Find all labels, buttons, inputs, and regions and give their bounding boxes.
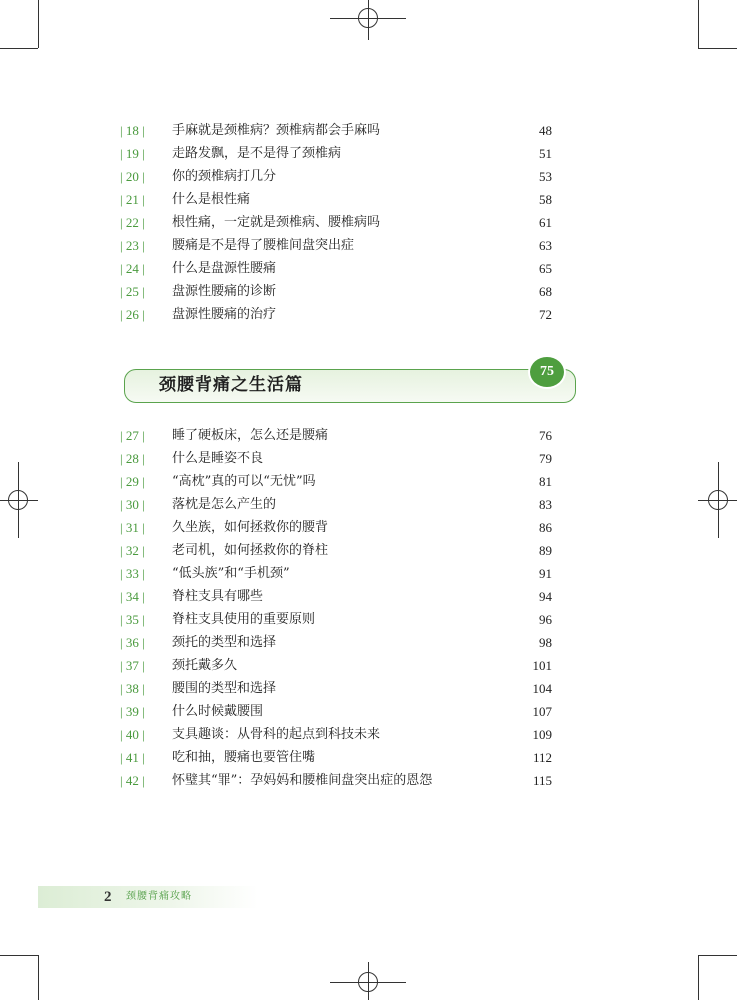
toc-entry-number: | 28 |: [120, 451, 145, 466]
toc-entry-title: 老司机，如何拯救你的脊柱: [172, 543, 329, 558]
toc-entry-page: 63: [539, 238, 552, 253]
toc-entry[interactable]: [120, 424, 552, 447]
toc-entry-number: | 21 |: [120, 192, 145, 207]
toc-entry[interactable]: [120, 447, 552, 470]
toc-entry[interactable]: [120, 142, 552, 165]
toc-entry-title: 什么是根性痛: [172, 192, 251, 207]
toc-entry-page: 48: [539, 123, 552, 138]
toc-entry-number: | 39 |: [120, 704, 145, 719]
toc-entry-title: 走路发飘，是不是得了颈椎病: [172, 146, 342, 161]
toc-entry-page: 72: [539, 307, 552, 322]
toc-entry-page: 115: [532, 773, 552, 788]
toc-entry[interactable]: [120, 769, 552, 792]
footer-book-title: 颈腰背痛攻略: [126, 891, 192, 902]
toc-entry-page: 83: [539, 497, 552, 512]
toc-entry-title: “高枕”真的可以“无忧”吗: [172, 474, 316, 489]
toc-entry[interactable]: [120, 234, 552, 257]
toc-entry-title: 颈托的类型和选择: [172, 635, 277, 650]
toc-entry[interactable]: [120, 493, 552, 516]
toc-entry-title: 你的颈椎病打几分: [172, 169, 277, 184]
toc-entry-page: 76: [539, 428, 552, 443]
toc-entry-number: | 29 |: [120, 474, 145, 489]
toc-entry[interactable]: [120, 631, 552, 654]
toc-entry-page: 104: [532, 681, 552, 696]
toc-entry-page: 112: [532, 750, 552, 765]
toc-entry-title: 落枕是怎么产生的: [172, 497, 277, 512]
toc-entry-number: | 38 |: [120, 681, 145, 696]
toc-entry-number: | 31 |: [120, 520, 145, 535]
footer-page-number: 2: [104, 889, 112, 905]
toc-entry[interactable]: [120, 211, 552, 234]
toc-entry-page: 68: [539, 284, 552, 299]
toc-entry-page: 89: [539, 543, 552, 558]
toc-entry-number: | 19 |: [120, 146, 145, 161]
toc-entry-number: | 18 |: [120, 123, 145, 138]
toc-entry-title: 脊柱支具有哪些: [172, 589, 264, 604]
toc-entry[interactable]: [120, 280, 552, 303]
toc-entry-page: 53: [539, 169, 552, 184]
toc-entry-title: 腰围的类型和选择: [172, 681, 277, 696]
toc-entry-title: 腰痛是不是得了腰椎间盘突出症: [172, 238, 355, 253]
toc-entry[interactable]: [120, 608, 552, 631]
toc-entry-page: 107: [532, 704, 552, 719]
toc-entry-title: 脊柱支具使用的重要原则: [172, 612, 316, 627]
toc-entry-number: | 33 |: [120, 566, 145, 581]
toc-entry[interactable]: [120, 746, 552, 769]
toc-entry-title: 怀璧其“罪”：孕妈妈和腰椎间盘突出症的恩怨: [172, 773, 433, 788]
toc-list-top: [120, 119, 552, 326]
toc-entry-number: | 37 |: [120, 658, 145, 673]
toc-entry-page: 65: [539, 261, 552, 276]
toc-entry-number: | 25 |: [120, 284, 145, 299]
toc-entry[interactable]: [120, 677, 552, 700]
toc-entry-number: | 22 |: [120, 215, 145, 230]
toc-entry-page: 86: [539, 520, 552, 535]
toc-entry-page: 96: [539, 612, 552, 627]
toc-entry-title: 久坐族，如何拯救你的腰背: [172, 520, 329, 535]
toc-entry-title: 睡了硬板床，怎么还是腰痛: [172, 428, 329, 443]
toc-entry-page: 58: [539, 192, 552, 207]
toc-entry-title: 根性痛，一定就是颈椎病、腰椎病吗: [172, 215, 381, 230]
toc-entry[interactable]: [120, 723, 552, 746]
toc-entry[interactable]: [120, 257, 552, 280]
toc-entry-title: 什么时候戴腰围: [172, 704, 264, 719]
toc-entry[interactable]: [120, 165, 552, 188]
section-page-badge: 75: [528, 355, 566, 389]
toc-entry-title: 盘源性腰痛的诊断: [172, 284, 277, 299]
toc-entry[interactable]: [120, 303, 552, 326]
toc-entry[interactable]: [120, 516, 552, 539]
toc-entry[interactable]: [120, 585, 552, 608]
toc-entry-number: | 36 |: [120, 635, 145, 650]
toc-entry-page: 101: [532, 658, 552, 673]
toc-entry-title: 吃和抽，腰痛也要管住嘴: [172, 750, 316, 765]
toc-entry-number: | 30 |: [120, 497, 145, 512]
toc-entry-number: | 24 |: [120, 261, 145, 276]
toc-entry-number: | 23 |: [120, 238, 145, 253]
toc-entry-page: 91: [539, 566, 552, 581]
toc-entry-number: | 40 |: [120, 727, 145, 742]
toc-entry-page: 94: [539, 589, 552, 604]
toc-entry-title: 手麻就是颈椎病？颈椎病都会手麻吗: [172, 123, 381, 138]
toc-entry-number: | 20 |: [120, 169, 145, 184]
toc-entry-page: 61: [539, 215, 552, 230]
toc-entry-page: 81: [539, 474, 552, 489]
toc-entry-number: | 27 |: [120, 428, 145, 443]
toc-entry-page: 79: [539, 451, 552, 466]
toc-entry-page: 109: [532, 727, 552, 742]
toc-entry-number: | 42 |: [120, 773, 145, 788]
toc-entry[interactable]: [120, 700, 552, 723]
toc-entry[interactable]: [120, 188, 552, 211]
toc-entry-number: | 32 |: [120, 543, 145, 558]
toc-entry-number: | 26 |: [120, 307, 145, 322]
toc-entry-title: 盘源性腰痛的治疗: [172, 307, 277, 322]
toc-entry-page: 51: [539, 146, 552, 161]
section-title: 颈腰背痛之生活篇: [159, 375, 303, 395]
section-header[interactable]: [124, 369, 576, 403]
toc-entry-number: | 35 |: [120, 612, 145, 627]
toc-entry-number: | 41 |: [120, 750, 145, 765]
toc-entry-title: “低头族”和“手机颈”: [172, 566, 290, 581]
toc-entry-title: 支具趣谈：从骨科的起点到科技未来: [172, 727, 381, 742]
toc-entry-number: | 34 |: [120, 589, 145, 604]
toc-entry[interactable]: [120, 119, 552, 142]
toc-entry[interactable]: [120, 562, 552, 585]
toc-entry[interactable]: [120, 654, 552, 677]
toc-entry-title: 什么是睡姿不良: [172, 451, 264, 466]
toc-entry[interactable]: [120, 470, 552, 493]
toc-entry-title: 颈托戴多久: [172, 658, 238, 673]
toc-entry-title: 什么是盘源性腰痛: [172, 261, 277, 276]
toc-entry[interactable]: [120, 539, 552, 562]
toc-entry-page: 98: [539, 635, 552, 650]
toc-list-bottom: [120, 424, 552, 792]
